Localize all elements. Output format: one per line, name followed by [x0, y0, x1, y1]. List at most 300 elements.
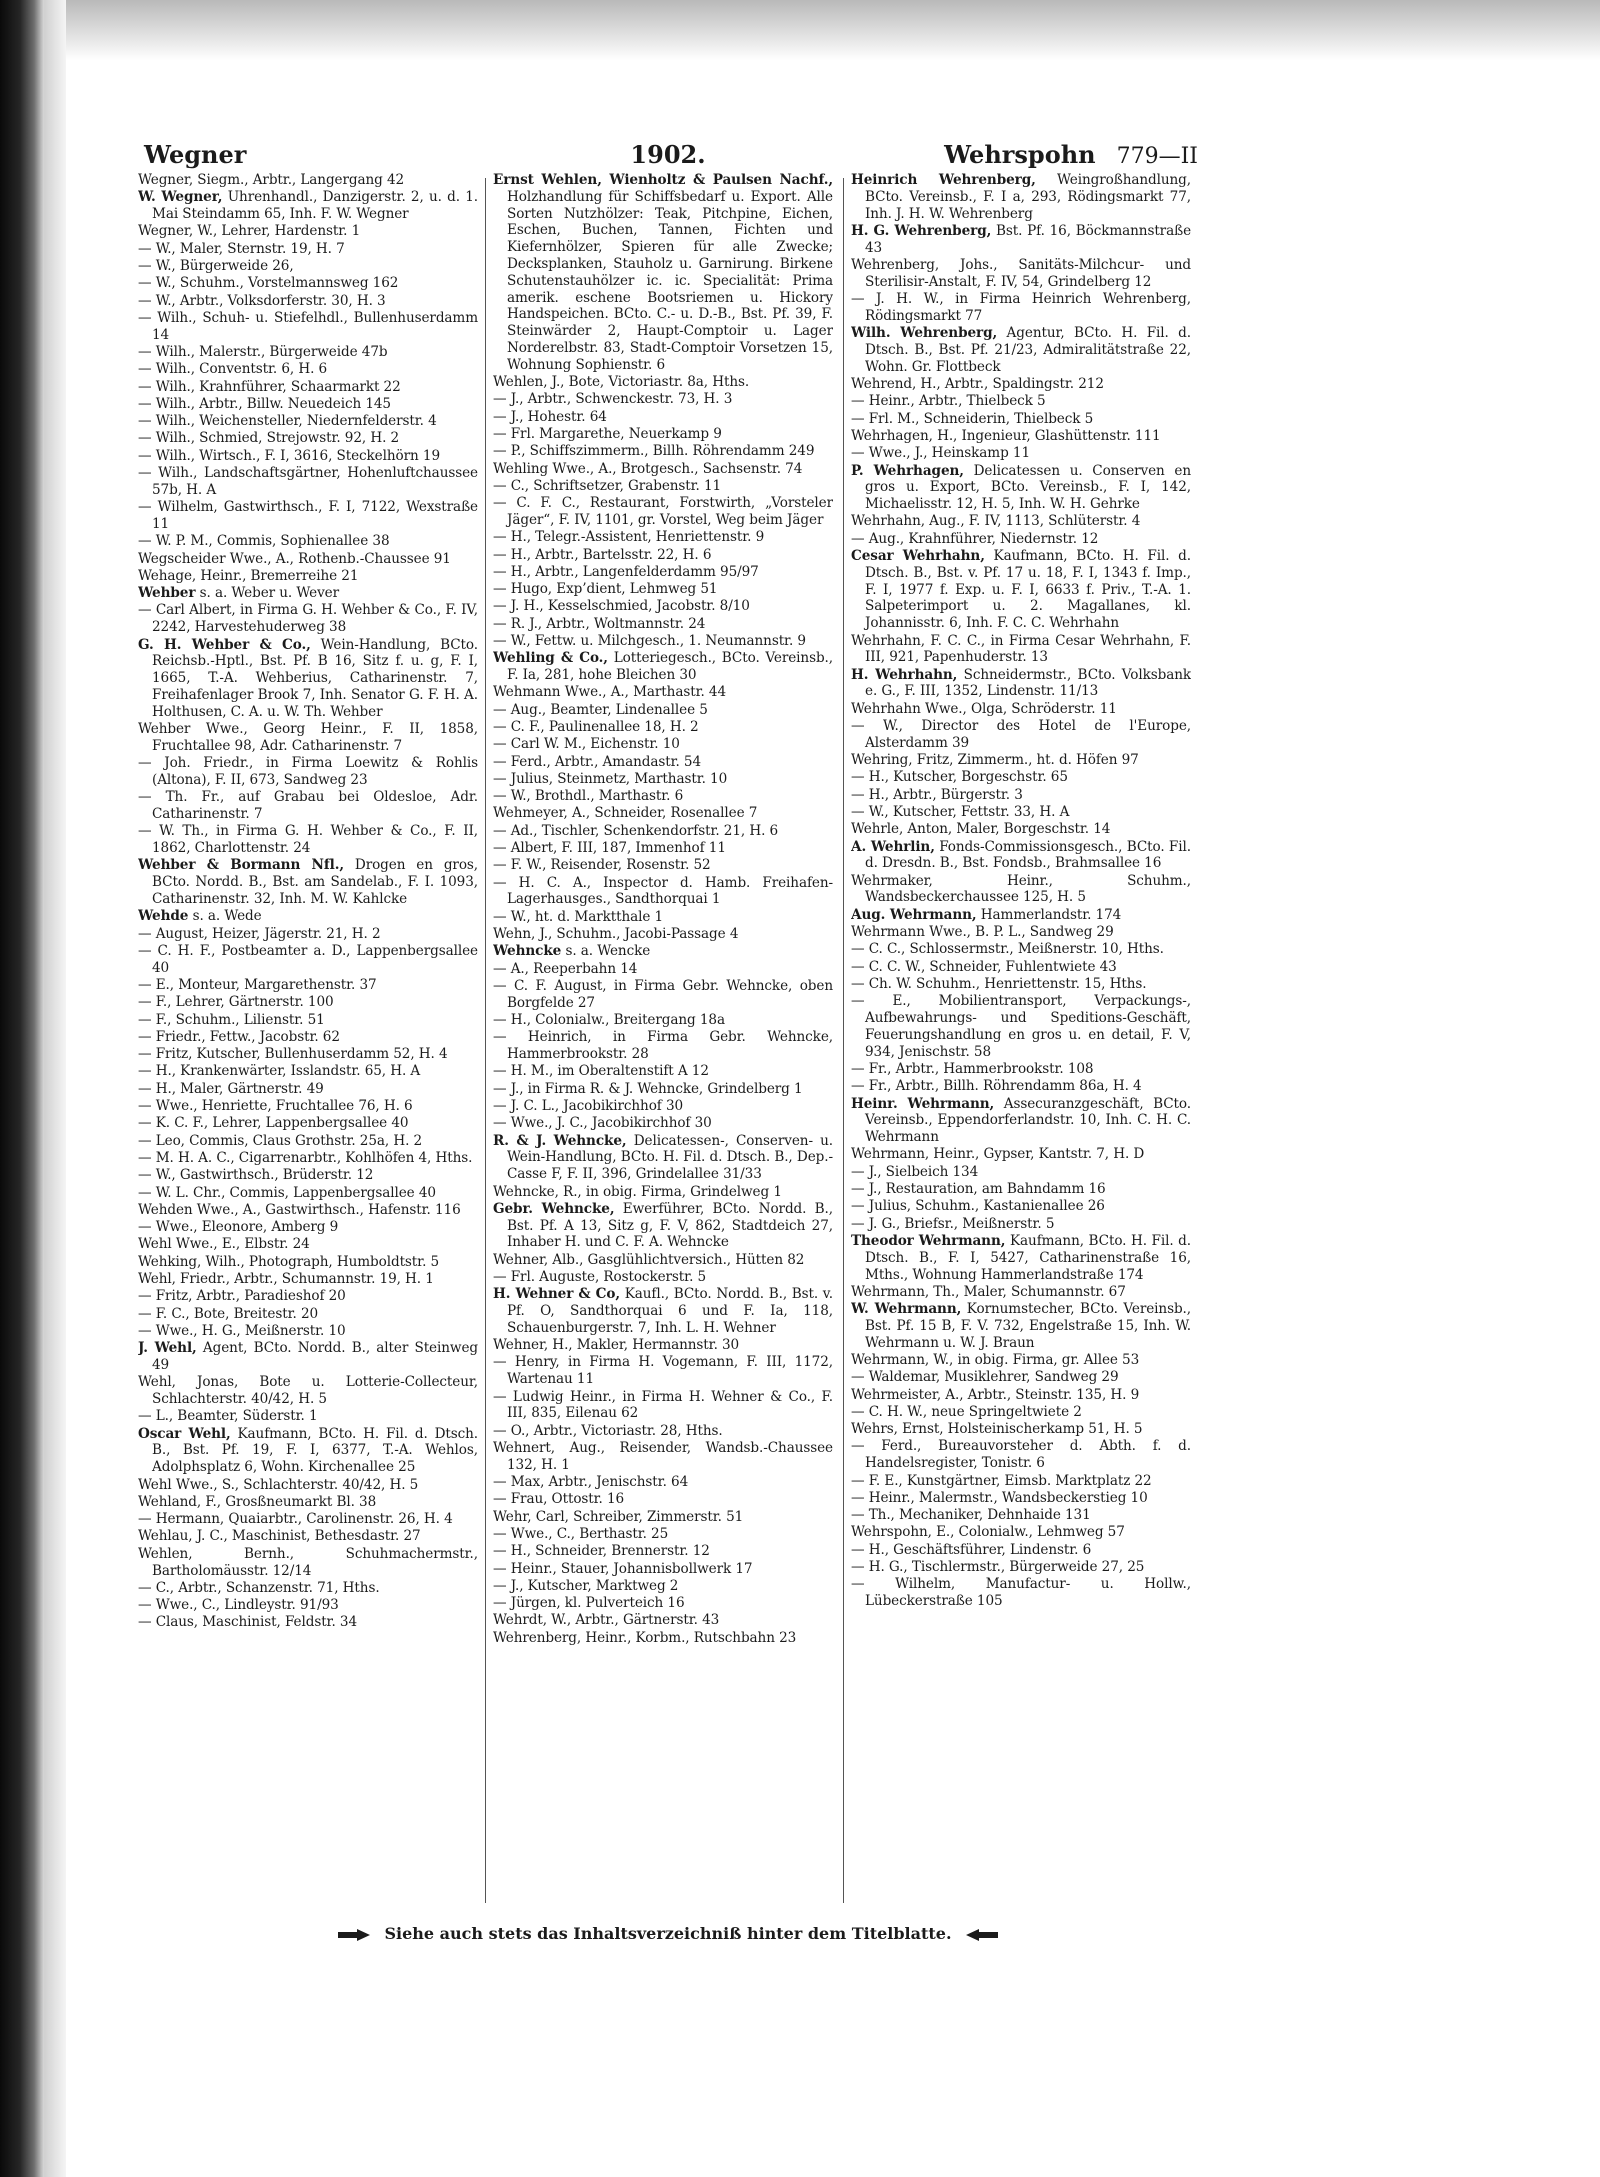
header-right-headword: Wehrspohn [944, 140, 1096, 169]
directory-entry [493, 926, 833, 943]
directory-entry [138, 721, 478, 755]
entry-firm-name: Theodor Wehrmann, [851, 1232, 1006, 1249]
directory-entry [138, 789, 478, 823]
entry-text: — Waldemar, Musiklehrer, Sandweg 29 [851, 1369, 1119, 1386]
directory-entry [138, 396, 478, 413]
directory-entry [493, 1133, 833, 1183]
directory-entry [493, 1578, 833, 1595]
entry-text: — Wilh., Malerstr., Bürgerweide 47b [138, 343, 388, 360]
entry-text: — H., Arbtr., Langenfelderdamm 95/97 [493, 563, 759, 580]
directory-entry [851, 1473, 1191, 1490]
directory-entry [493, 461, 833, 478]
directory-entry [851, 752, 1191, 769]
directory-entry [851, 907, 1191, 924]
entry-text: Lotteriegesch., BCto. Vereinsb., F. Ia, 281, hohe Bleichen 30 [507, 650, 833, 684]
directory-entry [851, 1559, 1191, 1576]
directory-entry [851, 1198, 1191, 1215]
directory-entry [138, 994, 478, 1011]
directory-entry [493, 1337, 833, 1354]
directory-entry [493, 754, 833, 771]
directory-entry [138, 258, 478, 275]
directory-entry [138, 1081, 478, 1098]
entry-text: Kaufmann, BCto. H. Fil. d. Dtsch. B., Bst. Pf. 19, F. I, 6377, T.-A. Wehlos, Adolphsplatz 6, Wohn. Kirchenallee 25 [152, 1425, 478, 1476]
directory-entry [493, 961, 833, 978]
entry-text: — F. E., Kunstgärtner, Eimsb. Marktplatz 22 [851, 1472, 1152, 1489]
entry-text: — Aug., Beamter, Lindenallee 5 [493, 701, 708, 718]
entry-text: — Wilh., Landschaftsgärtner, Hohenluftchaussee 57b, H. A [138, 465, 478, 498]
directory-entry [493, 702, 833, 719]
entry-text: — J. C. L., Jacobikirchhof 30 [493, 1098, 684, 1115]
directory-entry [138, 448, 478, 465]
entry-text: Wehlen, J., Bote, Victoriastr. 8a, Hths. [493, 374, 750, 391]
directory-entry [138, 1150, 478, 1167]
directory-entry [493, 823, 833, 840]
entry-text: — C. C., Schlossermstr., Meißnerstr. 10, Hths. [851, 941, 1164, 958]
entry-text: Wehmann Wwe., A., Marthastr. 44 [493, 684, 727, 701]
directory-entry [493, 1630, 833, 1647]
directory-entry [493, 1081, 833, 1098]
entry-text: — Wilh., Schuh- u. Stiefelhdl., Bullenhuserdamm 14 [138, 309, 478, 343]
directory-entry [493, 443, 833, 460]
entry-text: Wehking, Wilh., Photograph, Humboldtstr. 5 [138, 1253, 440, 1270]
directory-entry [851, 839, 1191, 873]
entry-text: — H., Telegr.-Assistent, Henriettenstr. 9 [493, 529, 765, 546]
entry-text: Wehlau, J. C., Maschinist, Bethesdastr. 27 [138, 1528, 421, 1545]
directory-entry [493, 684, 833, 701]
entry-text: — Wwe., H. G., Meißnerstr. 10 [138, 1322, 346, 1339]
column-divider [485, 178, 486, 1903]
directory-page [138, 132, 1198, 1962]
entry-text: — J. H. W., in Firma Heinrich Wehrenberg, Rödingsmarkt 77 [851, 291, 1191, 324]
directory-entry [138, 189, 478, 223]
directory-entry [138, 1374, 478, 1408]
entry-text: — Fritz, Arbtr., Paradieshof 20 [138, 1288, 346, 1305]
entry-text: — Albert, F. III, 187, Immenhof 11 [493, 840, 726, 857]
directory-entry [493, 1509, 833, 1526]
entry-text: Wehrs, Ernst, Holsteinischerkamp 51, H. 5 [851, 1421, 1143, 1438]
entry-text: Wehrmann, Th., Maler, Schumannstr. 67 [851, 1283, 1126, 1300]
directory-entry [138, 755, 478, 789]
entry-text: Wehring, Fritz, Zimmerm., ht. d. Höfen 97 [851, 752, 1139, 769]
entry-text: — M. H. A. C., Cigarrenarbtr., Kohlhöfen 4, Hths. [138, 1149, 473, 1166]
entry-text: Delicatessen-, Conserven- u. Wein-Handlung, BCto. H. Fil. d. Dtsch. B., Dep.-Casse F, F. II, 396, Grindelallee 31/33 [507, 1132, 833, 1183]
directory-entry [138, 943, 478, 977]
directory-entry [493, 374, 833, 391]
entry-text: Wehling Wwe., A., Brotgesch., Sachsenstr. 74 [493, 460, 803, 477]
directory-entry [138, 1408, 478, 1425]
directory-entry [138, 1528, 478, 1545]
entry-text: — F. C., Bote, Breitestr. 20 [138, 1305, 319, 1322]
directory-entry [138, 293, 478, 310]
directory-entry [493, 1063, 833, 1080]
entry-text: — P., Schiffszimmerm., Billh. Röhrendamm 249 [493, 443, 815, 460]
directory-entry [851, 1146, 1191, 1163]
entry-text: Hammerlandstr. 174 [976, 906, 1122, 923]
directory-entry [851, 667, 1191, 701]
directory-entry [138, 1202, 478, 1219]
entry-text: Wehrhagen, H., Ingenieur, Glashüttenstr. 111 [851, 427, 1161, 444]
entry-text: — Julius, Schuhm., Kastanienallee 26 [851, 1198, 1105, 1215]
scan-shadow-left [0, 0, 44, 2177]
running-header [138, 132, 1198, 172]
directory-entry [851, 1352, 1191, 1369]
entry-text: Wein-Handlung, BCto. Reichsb.-Hptl., Bst. Pf. B 16, Sitz f. u. g, F. I, 1665, T.-A. Wehberius, Catharinenstr. 7, Freihafenlager Brook 7, Inh. Senator G. F. H. A. Holthusen, C. A. u. W. Th. Wehber [152, 636, 478, 720]
directory-entry [493, 1561, 833, 1578]
directory-entry [851, 376, 1191, 393]
directory-entry [138, 533, 478, 550]
entry-firm-name: Gebr. Wehncke, [493, 1200, 615, 1217]
entry-text: Wehl Wwe., E., Elbstr. 24 [138, 1236, 310, 1253]
entry-text: — H., Geschäftsführer, Lindenstr. 6 [851, 1541, 1092, 1558]
entry-text: — Wwe., C., Lindleystr. 91/93 [138, 1597, 339, 1614]
entry-firm-name: R. & J. Wehncke, [493, 1132, 627, 1149]
entry-firm-name: Wehber [138, 585, 196, 602]
entry-text: — Wwe., J. C., Jacobikirchhof 30 [493, 1115, 712, 1132]
directory-entry [138, 1306, 478, 1323]
entry-text: — Ch. W. Schuhm., Henriettenstr. 15, Hths. [851, 975, 1147, 992]
directory-entry [851, 1404, 1191, 1421]
entry-text: — F., Lehrer, Gärtnerstr. 100 [138, 994, 334, 1011]
directory-entry [493, 1389, 833, 1423]
column-1 [138, 172, 478, 1912]
entry-text: — J. H., Kesselschmied, Jacobstr. 8/10 [493, 598, 750, 615]
entry-text: — Wwe., Eleonore, Amberg 9 [138, 1219, 339, 1236]
entry-text: — W., Gastwirthsch., Brüderstr. 12 [138, 1167, 374, 1184]
entry-text: Wehrenberg, Heinr., Korbm., Rutschbahn 23 [493, 1629, 797, 1646]
directory-entry [493, 1184, 833, 1201]
entry-text: Uhrenhandl., Danzigerstr. 2, u. d. 1. Mai Steindamm 65, Inh. F. W. Wegner [152, 189, 478, 223]
directory-entry [851, 1438, 1191, 1472]
entry-text: — C., Schriftsetzer, Grabenstr. 11 [493, 477, 722, 494]
entry-text: Wehber Wwe., Georg Heinr., F. II, 1858, Fruchtallee 98, Adr. Catharinenstr. 7 [138, 721, 478, 754]
entry-text: s. a. Wede [188, 908, 262, 925]
directory-entry [851, 223, 1191, 257]
entry-text: Assecuranzgeschäft, BCto. Vereinsb., Eppendorferlandstr. 10, Inh. C. H. C. Wehrmann [865, 1095, 1191, 1146]
entry-text: Ewerführer, BCto. Nordd. B., Bst. Pf. A 13, Sitz g, F. V, 862, Stadtdeich 27, Inhaber H. und C. F. A. Wehncke [507, 1200, 833, 1251]
entry-text: Schneidermstr., BCto. Volksbank e. G., F. III, 1352, Lindenstr. 11/13 [865, 666, 1191, 700]
directory-entry [851, 1078, 1191, 1095]
directory-entry [851, 718, 1191, 752]
directory-entry [138, 430, 478, 447]
entry-text: Wehrmann Wwe., B. P. L., Sandweg 29 [851, 924, 1114, 941]
directory-entry [138, 1494, 478, 1511]
entry-text: — C. H. F., Postbeamter a. D., Lappenbergsallee 40 [138, 942, 478, 976]
entry-text: — C., Arbtr., Schanzenstr. 71, Hths. [138, 1579, 380, 1596]
entry-text: — H., Maler, Gärtnerstr. 49 [138, 1080, 324, 1097]
entry-text: Wehrend, H., Arbtr., Spaldingstr. 212 [851, 376, 1104, 393]
entry-text: — Wwe., C., Berthastr. 25 [493, 1525, 669, 1542]
entry-text: — Frau, Ottostr. 16 [493, 1491, 625, 1508]
entry-text: — R. J., Arbtr., Woltmannstr. 24 [493, 615, 706, 632]
directory-entry [851, 1164, 1191, 1181]
directory-entry [851, 513, 1191, 530]
entry-text: — K. C. F., Lehrer, Lappenbergsallee 40 [138, 1115, 409, 1132]
entry-text: — H., Krankenwärter, Isslandstr. 65, H. A [138, 1063, 421, 1080]
entry-text: — W., Fettw. u. Milchgesch., 1. Neumannstr. 9 [493, 633, 806, 650]
directory-entry [138, 602, 478, 636]
entry-text: — Fr., Arbtr., Hammerbrookstr. 108 [851, 1060, 1094, 1077]
entry-text: — Ferd., Bureauvorsteher d. Abth. f. d. Handelsregister, Tonistr. 6 [851, 1438, 1191, 1472]
entry-text: — O., Arbtr., Victoriastr. 28, Hths. [493, 1422, 723, 1439]
entry-text: — W., Bürgerweide 26, [138, 257, 294, 274]
directory-entry [851, 941, 1191, 958]
entry-text: — C. H. W., neue Springeltwiete 2 [851, 1403, 1082, 1420]
directory-entry [851, 1542, 1191, 1559]
directory-entry [493, 1029, 833, 1063]
header-left-headword: Wegner [144, 140, 247, 169]
directory-entry [493, 1440, 833, 1474]
entry-text: — Ferd., Arbtr., Amandastr. 54 [493, 753, 702, 770]
directory-entry [138, 1133, 478, 1150]
entry-text: — Hermann, Quaiarbtr., Carolinenstr. 26, H. 4 [138, 1511, 453, 1528]
entry-text: — Wwe., Henriette, Fruchtallee 76, H. 6 [138, 1098, 413, 1115]
directory-entry [493, 1612, 833, 1629]
directory-entry [493, 1491, 833, 1508]
directory-entry [851, 291, 1191, 325]
entry-text: — Wilh., Wirtsch., F. I, 3616, Steckelhörn 19 [138, 447, 440, 464]
directory-entry [138, 1063, 478, 1080]
directory-entry [493, 978, 833, 1012]
entry-text: — Max, Arbtr., Jenischstr. 64 [493, 1474, 689, 1491]
directory-entry [851, 924, 1191, 941]
directory-entry [493, 1526, 833, 1543]
entry-text: Wehrspohn, E., Colonialw., Lehmweg 57 [851, 1524, 1125, 1541]
entry-text: — Wilh., Conventstr. 6, H. 6 [138, 361, 328, 378]
directory-entry [851, 1507, 1191, 1524]
entry-text: — H., Kutscher, Borgeschstr. 65 [851, 769, 1068, 786]
entry-firm-name: W. Wehrmann, [851, 1301, 962, 1318]
directory-entry [851, 531, 1191, 548]
directory-entry [493, 1252, 833, 1269]
entry-firm-name: Oscar Wehl, [138, 1425, 231, 1442]
entry-text: — W., Schuhm., Vorstelmannsweg 162 [138, 275, 399, 292]
directory-entry [493, 409, 833, 426]
directory-entry [851, 325, 1191, 375]
directory-entry [493, 495, 833, 529]
directory-entry [851, 1061, 1191, 1078]
entry-text: — J., Restauration, am Bahndamm 16 [851, 1181, 1106, 1198]
header-right [944, 140, 1198, 169]
entry-text: — Julius, Steinmetz, Marthastr. 10 [493, 770, 728, 787]
entry-text: — Hugo, Exp’dient, Lehmweg 51 [493, 581, 718, 598]
entry-text: Bst. Pf. 16, Böckmannstraße 43 [865, 222, 1191, 256]
entry-text: — Th. Fr., auf Grabau bei Oldesloe, Adr. Catharinenstr. 7 [138, 789, 478, 822]
entry-text: Wehr, Carl, Schreiber, Zimmerstr. 51 [493, 1508, 744, 1525]
footer-text: Siehe auch stets das Inhaltsverzeichniß hinter dem Titelblatte. [384, 1924, 952, 1943]
entry-firm-name: W. Wegner, [138, 189, 223, 206]
directory-entry [493, 1201, 833, 1251]
directory-entry [851, 1284, 1191, 1301]
entry-text: Wehl, Jonas, Bote u. Lotterie-Collecteur, Schlachterstr. 40/42, H. 5 [138, 1374, 478, 1408]
entry-text: — Wilhelm, Manufactur- u. Hollw., Lübeckerstraße 105 [851, 1576, 1191, 1610]
entry-firm-name: Wehber & Bormann Nfl., [138, 857, 344, 874]
directory-entry [493, 857, 833, 874]
entry-text: — Frl. M., Schneiderin, Thielbeck 5 [851, 410, 1094, 427]
directory-entry [493, 1098, 833, 1115]
entry-text: Wehnert, Aug., Reisender, Wandsb.-Chaussee 132, H. 1 [493, 1439, 833, 1473]
directory-entry [851, 1387, 1191, 1404]
directory-entry [851, 393, 1191, 410]
entry-text: Fonds-Commissionsgesch., BCto. Fil. d. Dresdn. B., Bst. Fondsb., Brahmsallee 16 [865, 838, 1191, 872]
entry-text: — A., Reeperbahn 14 [493, 960, 638, 977]
entry-text: — Heinrich, in Firma Gebr. Wehncke, Hammerbrookstr. 28 [493, 1029, 833, 1063]
entry-text: — W., Maler, Sternstr. 19, H. 7 [138, 240, 345, 257]
entry-text: — C. F. August, in Firma Gebr. Wehncke, oben Borgfelde 27 [493, 977, 833, 1011]
directory-entry [138, 499, 478, 533]
directory-entry [138, 1219, 478, 1236]
directory-entry [493, 1286, 833, 1336]
column-divider [843, 178, 844, 1903]
entry-text: — J., Arbtr., Schwenckestr. 73, H. 3 [493, 391, 733, 408]
directory-entry [138, 551, 478, 568]
entry-text: — W., Kutscher, Fettstr. 33, H. A [851, 803, 1070, 820]
entry-text: — Wilh., Weichensteller, Niedernfelderstr. 4 [138, 413, 437, 430]
entry-text: Agentur, BCto. H. Fil. d. Dtsch. B., Bst. Pf. 21/23, Admiralitätstraße 22, Wohn. Gr. Flottbeck [865, 325, 1191, 375]
directory-entry [851, 976, 1191, 993]
header-year: 1902. [630, 140, 706, 169]
directory-entry [493, 840, 833, 857]
entry-text: Wegner, W., Lehrer, Hardenstr. 1 [138, 223, 361, 240]
directory-entry [138, 172, 478, 189]
directory-entry [138, 310, 478, 344]
directory-entry [138, 1477, 478, 1494]
directory-entry [138, 823, 478, 857]
entry-text: Wehner, Alb., Gasglühlichtversich., Hütten 82 [493, 1251, 805, 1268]
entry-text: — Joh. Friedr., in Firma Loewitz & Rohlis (Altona), F. II, 673, Sandweg 23 [138, 755, 478, 788]
directory-entry [138, 275, 478, 292]
directory-entry [138, 1098, 478, 1115]
entry-text: — C. F. C., Restaurant, Forstwirth, „Vorsteler Jäger“, F. IV, 1101, gr. Vorstel, Weg beim Jäger [493, 495, 833, 528]
pointing-hand-left-icon [965, 1928, 999, 1942]
directory-entry [493, 771, 833, 788]
directory-entry [138, 413, 478, 430]
entry-text: Kornumstecher, BCto. Vereinsb., Bst. Pf. 15 B, F. V. 732, Engelstraße 15, Inh. W. Wehrmann u. W. J. Braun [865, 1301, 1191, 1351]
column-2 [493, 172, 833, 1912]
directory-entry [138, 1254, 478, 1271]
entry-text: — W. L. Chr., Commis, Lappenbergsallee 40 [138, 1184, 436, 1201]
entry-text: Wehland, F., Grosßneumarkt Bl. 38 [138, 1493, 377, 1510]
entry-text: s. a. Weber u. Wever [195, 585, 339, 602]
directory-entry [138, 585, 478, 602]
directory-entry [851, 1233, 1191, 1283]
entry-text: — Th., Mechaniker, Dehnhaide 131 [851, 1507, 1091, 1524]
entry-text: Wehrle, Anton, Maler, Borgeschstr. 14 [851, 821, 1111, 838]
entry-text: — J., Sielbeich 134 [851, 1163, 979, 1180]
directory-entry [138, 1614, 478, 1631]
entry-text: — Frl. Auguste, Rostockerstr. 5 [493, 1269, 707, 1285]
directory-entry [138, 1236, 478, 1253]
directory-entry [138, 1597, 478, 1614]
directory-entry [851, 1490, 1191, 1507]
directory-entry [138, 857, 478, 907]
directory-entry [851, 701, 1191, 718]
entry-firm-name: H. Wehrhahn, [851, 666, 958, 683]
directory-entry [851, 463, 1191, 513]
directory-entry [851, 548, 1191, 632]
directory-entry [493, 426, 833, 443]
directory-entry [493, 633, 833, 650]
entry-text: — H. M., im Oberaltenstift A 12 [493, 1063, 709, 1080]
entry-text: — C. F., Paulinenallee 18, H. 2 [493, 719, 699, 735]
directory-entry [851, 1524, 1191, 1541]
directory-entry [493, 1115, 833, 1132]
directory-entry [138, 1340, 478, 1374]
entry-firm-name: Aug. Wehrmann, [851, 906, 977, 923]
directory-entry [138, 1511, 478, 1528]
entry-text: s. a. Wencke [561, 943, 651, 960]
directory-entry [138, 223, 478, 240]
entry-text: — E., Monteur, Margarethenstr. 37 [138, 976, 377, 993]
entry-text: — Heinr., Arbtr., Thielbeck 5 [851, 393, 1046, 410]
entry-text: Kaufl., BCto. Nordd. B., Bst. v. Pf. O, Sandthorquai 6 und F. Ia, 118, Schauenburgerstr. 7, Inh. L. H. Wehner [507, 1286, 833, 1336]
directory-entry [138, 1426, 478, 1476]
entry-text: Kaufmann, BCto. H. Fil. d. Dtsch. B., Bst. v. Pf. 17 u. 18, F. I, 1343 f. Imp., F. I, 1977 f. Exp. u. F. I, 6633 f. Priv., T.-A. 1. Salpeterimport u. 2. Magallanes, kl. Johannisstr. 6, Inh. F. C. C. Wehrhahn [865, 548, 1191, 632]
entry-text: Holzhandlung für Schiffsbedarf u. Export. Alle Sorten Nutzhölzer: Teak, Pitchpine, Eichen, Eschen, Buchen, Tannen, Fichten und Kiefernhölzer, Spieren für alle Zwecke; Decksplanken, Stauholz u. Garnirung. Birkene Schutenstauhölzer ic. ic. Specialität: Prima amerik. eschene Bootsriemen u. Hickory Handspeichen. BCto. C.- u. D.-B., Bst. Pf. 39, F. Steinwärder 2, Haupt-Comptoir u. Lager Norderelbstr. 83, Stadt-Comptoir Vorsetzen 15, Wohnung Sophienstr. 6 [507, 188, 833, 373]
directory-entry [493, 564, 833, 581]
entry-text: Wehmeyer, A., Schneider, Rosenallee 7 [493, 805, 758, 822]
entry-text: Wehl Wwe., S., Schlachterstr. 40/42, H. 5 [138, 1476, 419, 1493]
entry-firm-name: A. Wehrlin, [851, 838, 935, 855]
directory-entry [851, 1369, 1191, 1386]
directory-entry [138, 1115, 478, 1132]
entry-text: Wehn, J., Schuhm., Jacobi-Passage 4 [493, 926, 739, 943]
entry-text: Weingroßhandlung, BCto. Vereinsb., F. I a, 293, Rödingsmarkt 77, Inh. J. H. W. Wehrenberg [865, 172, 1191, 222]
directory-entry [493, 1354, 833, 1388]
directory-entry [493, 943, 833, 960]
entry-firm-name: H. G. Wehrenberg, [851, 222, 992, 239]
directory-entry [138, 379, 478, 396]
directory-entry [851, 787, 1191, 804]
directory-entry [851, 804, 1191, 821]
entry-text: Wehrenberg, Johs., Sanitäts-Milchcur- und Sterilisir-Anstalt, F. IV, 54, Grindelberg 12 [851, 256, 1191, 290]
entry-text: — H., Arbtr., Bürgerstr. 3 [851, 786, 1023, 803]
directory-entry [493, 581, 833, 598]
entry-text: — W. P. M., Commis, Sophienallee 38 [138, 533, 390, 550]
directory-entry [138, 1046, 478, 1063]
directory-entry [851, 873, 1191, 907]
directory-entry [851, 1216, 1191, 1233]
directory-entry [138, 1580, 478, 1597]
entry-text: — H., Colonialw., Breitergang 18a [493, 1012, 725, 1029]
entry-text: — Ludwig Heinr., in Firma H. Wehner & Co., F. III, 835, Eilenau 62 [493, 1388, 833, 1422]
directory-entry [493, 909, 833, 926]
entry-text: — Heinr., Malermstr., Wandsbeckerstieg 10 [851, 1489, 1148, 1506]
entry-text: — W., Arbtr., Volksdorferstr. 30, H. 3 [138, 292, 386, 309]
directory-entry [493, 1543, 833, 1560]
directory-entry [138, 977, 478, 994]
directory-entry [138, 241, 478, 258]
entry-text: — Aug., Krahnführer, Niedernstr. 12 [851, 530, 1099, 547]
directory-entry [851, 1096, 1191, 1146]
directory-entry [493, 1269, 833, 1286]
entry-text: — Fritz, Kutscher, Bullenhuserdamm 52, H. 4 [138, 1046, 448, 1063]
page-number: 779—II [1116, 144, 1198, 169]
directory-entry [851, 411, 1191, 428]
directory-entry [138, 1271, 478, 1288]
directory-entry [138, 1288, 478, 1305]
directory-entry [138, 361, 478, 378]
entry-text: — W. Th., in Firma G. H. Wehber & Co., F. II, 1862, Charlottenstr. 24 [138, 823, 478, 857]
column-3 [851, 172, 1191, 1912]
entry-text: — H. G., Tischlermstr., Bürgerweide 27, 25 [851, 1559, 1145, 1576]
entry-text: — W., ht. d. Marktthale 1 [493, 908, 664, 925]
entry-text: Delicatessen u. Conserven en gros u. Export, BCto. Vereinsb., F. I, 142, Michaelisstr. 12, H. 5, Inh. W. H. Gehrke [865, 462, 1191, 513]
entry-text: — Carl W. M., Eichenstr. 10 [493, 736, 680, 753]
entry-text: — August, Heizer, Jägerstr. 21, H. 2 [138, 925, 381, 942]
entry-text: — Friedr., Fettw., Jacobstr. 62 [138, 1028, 340, 1045]
entry-text: — H., Arbtr., Bartelsstr. 22, H. 6 [493, 546, 712, 563]
entry-text: Wehncke, R., in obig. Firma, Grindelweg 1 [493, 1183, 782, 1200]
